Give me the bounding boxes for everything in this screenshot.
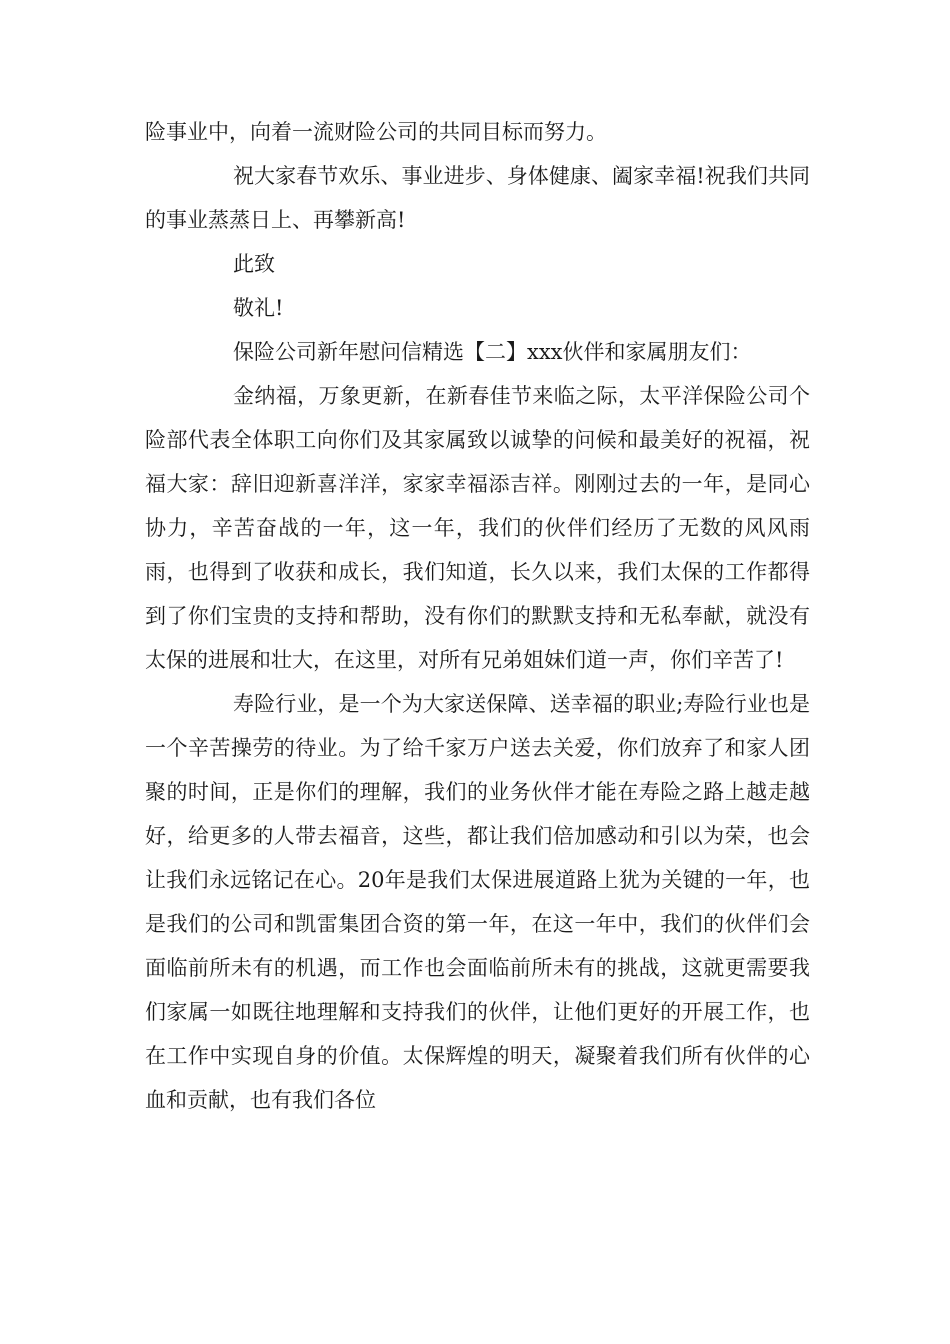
paragraph-wishes: 祝大家春节欢乐、事业进步、身体健康、阖家幸福!祝我们共同的事业蒸蒸日上、再攀新高! (145, 164, 810, 232)
paragraph-continuation: 险事业中，向着一流财险公司的共同目标而努力。 (145, 120, 607, 144)
document-body (145, 110, 810, 1122)
closing-salutation: 此致 (233, 252, 275, 276)
letter-heading: 保险公司新年慰问信精选【二】xxx伙伴和家属朋友们： (233, 340, 752, 364)
paragraph-greeting: 金纳福，万象更新，在新春佳节来临之际，太平洋保险公司个险部代表全体职工向你们及其家属致以诚挚的问候和最美好的祝福，祝福大家：辞旧迎新喜洋洋，家家幸福添吉祥。刚刚过去的一年，是同心协力，辛苦奋战的一年，这一年，我们的伙伴们经历了无数的风风雨雨，也得到了收获和成长，我们知道，长久以来，我们太保的工作都得到了你们宝贵的支持和帮助，没有你们的默默支持和无私奉献，就没有太保的进展和壮大，在这里，对所有兄弟姐妹们道一声，你们辛苦了! (145, 384, 810, 672)
paragraph-industry: 寿险行业，是一个为大家送保障、送幸福的职业;寿险行业也是一个辛苦操劳的待业。为了给千家万户送去关爱，你们放弃了和家人团聚的时间，正是你们的理解，我们的业务伙伴才能在寿险之路上越走越好，给更多的人带去福音，这些，都让我们倍加感动和引以为荣，也会让我们永远铭记在心。20年是我们太保进展道路上犹为关键的一年，也是我们的公司和凯雷集团合资的第一年，在这一年中，我们的伙伴们会面临前所未有的机遇，而工作也会面临前所未有的挑战，这就更需要我们家属一如既往地理解和支持我们的伙伴，让他们更好的开展工作，也在工作中实现自身的价值。太保辉煌的明天，凝聚着我们所有伙伴的心血和贡献，也有我们各位 (145, 692, 810, 1112)
closing-regards: 敬礼! (233, 296, 284, 320)
